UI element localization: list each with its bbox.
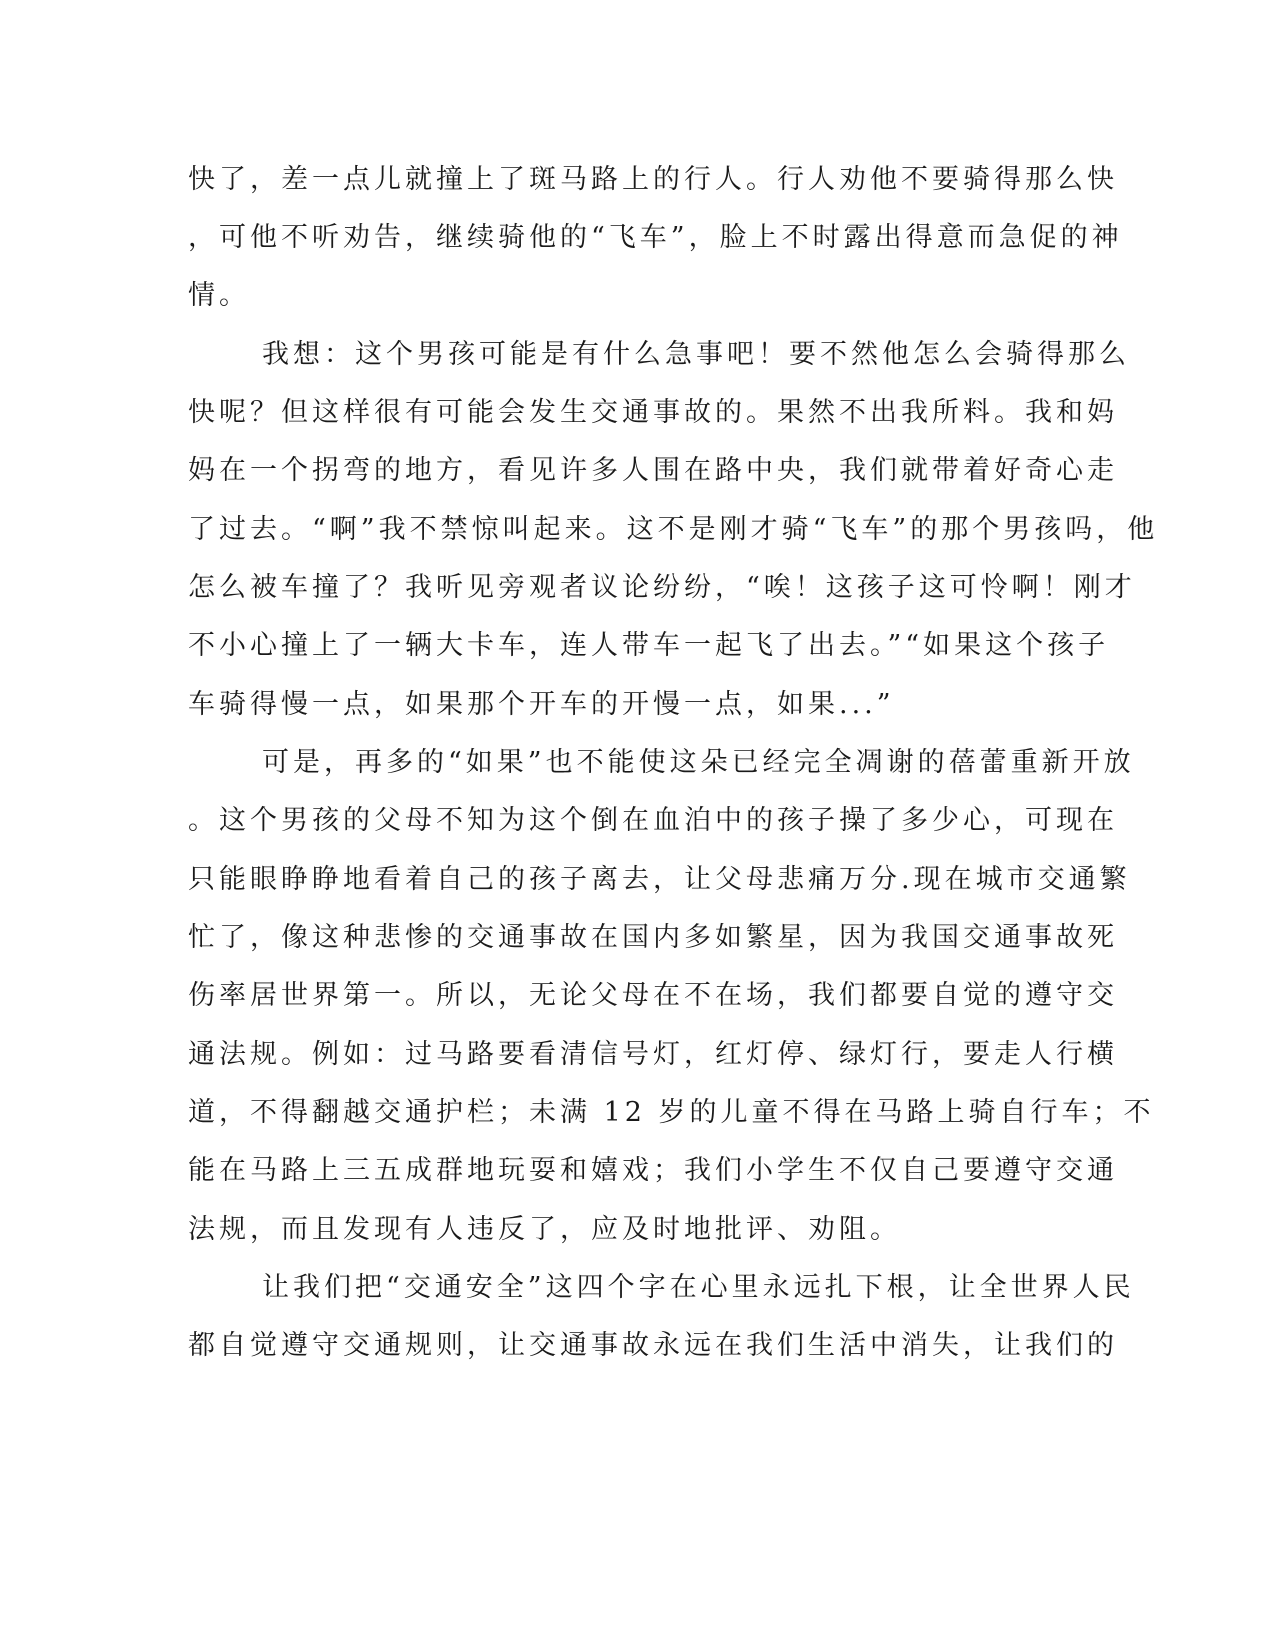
text-line: 忙了，像这种悲惨的交通事故在国内多如繁星，因为我国交通事故死 <box>188 922 1118 953</box>
text-line: 。这个男孩的父母不知为这个倒在血泊中的孩子操了多少心，可现在 <box>188 805 1118 836</box>
text-line: 怎么被车撞了？我听见旁观者议论纷纷，“唉！这孩子这可怜啊！刚才 <box>188 572 1136 603</box>
text-line: 我想：这个男孩可能是有什么急事吧！要不然他怎么会骑得那么 <box>262 339 1130 370</box>
text-line: 可是，再多的“如果”也不能使这朵已经完全凋谢的蓓蕾重新开放 <box>262 747 1135 778</box>
text-line: ，可他不听劝告，继续骑他的“飞车”，脸上不时露出得意而急促的神 <box>188 222 1123 253</box>
text-line: 都自觉遵守交通规则，让交通事故永远在我们生活中消失，让我们的 <box>188 1330 1118 1361</box>
text-line: 只能眼睁睁地看着自己的孩子离去，让父母悲痛万分.现在城市交通繁 <box>188 864 1131 895</box>
text-line: 情。 <box>188 280 250 311</box>
text-line: 快呢？但这样很有可能会发生交通事故的。果然不出我所料。我和妈 <box>188 397 1118 428</box>
text-line: 车骑得慢一点，如果那个开车的开慢一点，如果...” <box>188 689 895 720</box>
text-line: 了过去。“啊”我不禁惊叫起来。这不是刚才骑“飞车”的那个男孩吗，他 <box>188 514 1159 545</box>
text-line: 妈在一个拐弯的地方，看见许多人围在路中央，我们就带着好奇心走 <box>188 455 1118 486</box>
text-line: 伤率居世界第一。所以，无论父母在不在场，我们都要自觉的遵守交 <box>188 980 1118 1011</box>
text-line: 能在马路上三五成群地玩耍和嬉戏；我们小学生不仅自己要遵守交通 <box>188 1155 1118 1186</box>
text-line: 道，不得翻越交通护栏；未满 12 岁的儿童不得在马路上骑自行车；不 <box>188 1097 1155 1128</box>
text-line: 让我们把“交通安全”这四个字在心里永远扎下根，让全世界人民 <box>262 1272 1135 1303</box>
text-line: 法规，而且发现有人违反了，应及时地批评、劝阻。 <box>188 1214 901 1245</box>
text-line: 不小心撞上了一辆大卡车，连人带车一起飞了出去。”“如果这个孩子 <box>188 630 1110 661</box>
text-line: 快了，差一点儿就撞上了斑马路上的行人。行人劝他不要骑得那么快 <box>188 164 1118 195</box>
text-line: 通法规。例如：过马路要看清信号灯，红灯停、绿灯行，要走人行横 <box>188 1039 1118 1070</box>
